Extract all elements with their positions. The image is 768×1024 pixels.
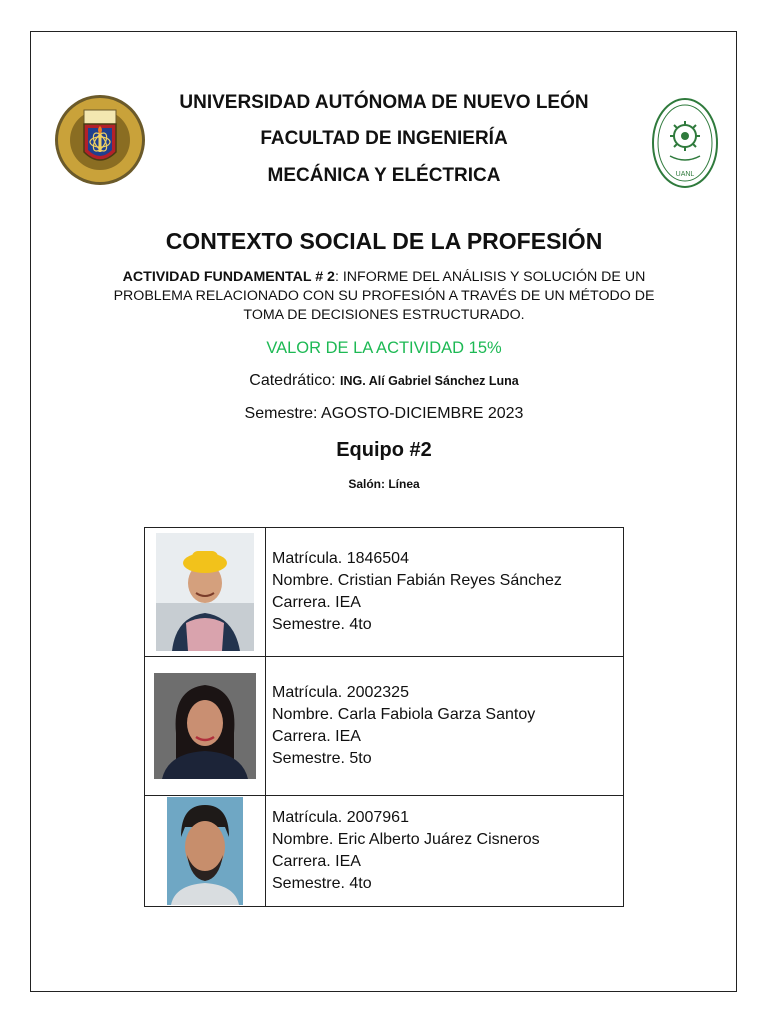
table-row [145, 528, 624, 657]
seal-label: UANL [675, 171, 695, 178]
semester-line: Semestre: AGOSTO-DICIEMBRE 2023 [244, 405, 524, 422]
member-carrera: Carrera. IEA [272, 728, 361, 745]
photo-cell [145, 528, 266, 657]
professor-label: Catedrático: [249, 372, 336, 389]
member-carrera: Carrera. IEA [272, 594, 361, 611]
activity-label: ACTIVIDAD FUNDAMENTAL # 2 [122, 269, 335, 285]
faculty-name-line2: MECÁNICA Y ELÉCTRICA [267, 165, 501, 186]
activity-value: VALOR DE LA ACTIVIDAD 15% [266, 339, 502, 357]
member-nombre: Nombre. Carla Fabiola Garza Santoy [272, 706, 536, 723]
team-title: Equipo #2 [336, 439, 432, 461]
professor-name: ING. Alí Gabriel Sánchez Luna [339, 374, 519, 388]
photo-cell [145, 796, 266, 907]
members-table [144, 527, 624, 907]
university-name: UNIVERSIDAD AUTÓNOMA DE NUEVO LEÓN [179, 92, 589, 113]
professor-line [0, 372, 768, 390]
member-semestre: Semestre. 5to [272, 750, 372, 767]
member-nombre: Nombre. Cristian Fabián Reyes Sánchez [272, 572, 562, 589]
member-photo-3 [167, 797, 243, 905]
member-info-1 [266, 528, 624, 657]
activity-description [110, 268, 658, 325]
member-carrera: Carrera. IEA [272, 853, 361, 870]
table-row [145, 657, 624, 796]
member-photo-2 [154, 673, 256, 779]
photo-cell [145, 657, 266, 796]
member-semestre: Semestre. 4to [272, 616, 372, 633]
table-row [145, 796, 624, 907]
member-info-3 [266, 796, 624, 907]
activity-text: : INFORME DEL ANÁLISIS Y SOLUCIÓN DE UN PROBLEMA RELACIONADO CON SU PROFESIÓN A TRAVÉS DE UN MÉTODO DE TOMA DE DECISIONES ESTRUCTURADO. [113, 269, 655, 323]
member-nombre: Nombre. Eric Alberto Juárez Cisneros [272, 831, 540, 848]
faculty-name-line1: FACULTAD DE INGENIERÍA [260, 128, 508, 149]
member-matricula: Matrícula. 2007961 [272, 809, 409, 826]
course-title: CONTEXTO SOCIAL DE LA PROFESIÓN [165, 228, 603, 254]
member-semestre: Semestre. 4to [272, 875, 372, 892]
member-matricula: Matrícula. 2002325 [272, 684, 409, 701]
member-matricula: Matrícula. 1846504 [272, 550, 409, 567]
room-line: Salón: Línea [348, 477, 420, 491]
member-info-2 [266, 657, 624, 796]
member-photo-1 [156, 533, 254, 651]
